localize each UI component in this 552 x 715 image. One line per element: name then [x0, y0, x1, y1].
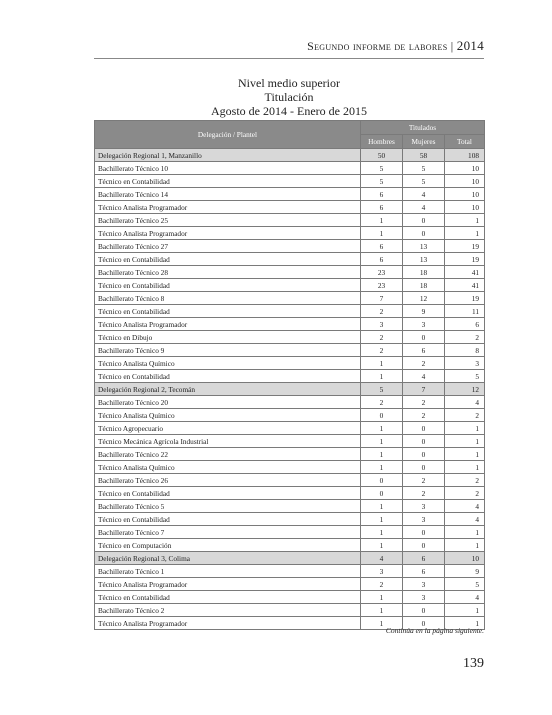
cell-hombres: 2 — [361, 331, 403, 344]
cell-total: 1 — [445, 214, 485, 227]
cell-hombres: 2 — [361, 396, 403, 409]
table-row — [95, 461, 485, 474]
cell-plantel: Técnico en Contabilidad — [95, 175, 361, 188]
cell-hombres: 23 — [361, 266, 403, 279]
cell-total: 2 — [445, 487, 485, 500]
header-titulados: Titulados — [361, 121, 485, 135]
table-row — [95, 227, 485, 240]
cell-mujeres: 2 — [403, 396, 445, 409]
cell-total: 41 — [445, 266, 485, 279]
cell-total: 10 — [445, 201, 485, 214]
cell-hombres: 2 — [361, 305, 403, 318]
continued-note: Continúa en la página siguiente. — [385, 626, 484, 635]
header-total: Total — [445, 135, 485, 149]
cell-mujeres: 4 — [403, 201, 445, 214]
cell-mujeres: 5 — [403, 162, 445, 175]
table-row — [95, 266, 485, 279]
cell-hombres: 2 — [361, 344, 403, 357]
cell-plantel: Técnico en Contabilidad — [95, 253, 361, 266]
cell-mujeres: 2 — [403, 409, 445, 422]
cell-mujeres: 0 — [403, 448, 445, 461]
table-row — [95, 409, 485, 422]
cell-total: 12 — [445, 383, 485, 396]
cell-mujeres: 58 — [403, 149, 445, 162]
cell-plantel: Bachillerato Técnico 14 — [95, 188, 361, 201]
table-row — [95, 435, 485, 448]
cell-plantel: Bachillerato Técnico 25 — [95, 214, 361, 227]
table-row — [95, 370, 485, 383]
cell-hombres: 6 — [361, 188, 403, 201]
table-row — [95, 305, 485, 318]
cell-hombres: 1 — [361, 435, 403, 448]
cell-total: 3 — [445, 357, 485, 370]
cell-hombres: 23 — [361, 279, 403, 292]
running-head — [307, 38, 484, 54]
table-titles — [94, 76, 484, 118]
cell-plantel: Técnico Analista Químico — [95, 461, 361, 474]
header-rule — [94, 58, 484, 59]
cell-total: 10 — [445, 552, 485, 565]
cell-hombres: 6 — [361, 201, 403, 214]
cell-mujeres: 9 — [403, 305, 445, 318]
cell-plantel: Técnico Analista Programador — [95, 617, 361, 630]
cell-hombres: 5 — [361, 175, 403, 188]
table-row — [95, 474, 485, 487]
cell-hombres: 0 — [361, 487, 403, 500]
cell-mujeres: 0 — [403, 331, 445, 344]
cell-plantel: Bachillerato Técnico 7 — [95, 526, 361, 539]
cell-hombres: 1 — [361, 422, 403, 435]
cell-mujeres: 5 — [403, 175, 445, 188]
cell-total: 108 — [445, 149, 485, 162]
cell-plantel: Técnico Analista Químico — [95, 409, 361, 422]
cell-mujeres: 12 — [403, 292, 445, 305]
cell-plantel: Bachillerato Técnico 9 — [95, 344, 361, 357]
cell-mujeres: 6 — [403, 552, 445, 565]
table-row-region — [95, 383, 485, 396]
cell-mujeres: 13 — [403, 240, 445, 253]
cell-plantel: Bachillerato Técnico 10 — [95, 162, 361, 175]
title-line-3: Agosto de 2014 - Enero de 2015 — [211, 104, 367, 118]
cell-hombres: 5 — [361, 162, 403, 175]
table-row — [95, 162, 485, 175]
table-row — [95, 578, 485, 591]
table-row — [95, 526, 485, 539]
cell-plantel: Técnico en Contabilidad — [95, 513, 361, 526]
cell-mujeres: 0 — [403, 422, 445, 435]
cell-plantel: Bachillerato Técnico 22 — [95, 448, 361, 461]
header-delegacion: Delegación / Plantel — [95, 121, 361, 149]
cell-total: 2 — [445, 474, 485, 487]
cell-total: 10 — [445, 188, 485, 201]
running-title: Segundo informe de labores — [307, 39, 448, 53]
cell-plantel: Delegación Regional 3, Colima — [95, 552, 361, 565]
cell-plantel: Técnico Analista Programador — [95, 318, 361, 331]
cell-mujeres: 2 — [403, 357, 445, 370]
cell-mujeres: 7 — [403, 383, 445, 396]
cell-hombres: 1 — [361, 591, 403, 604]
cell-total: 1 — [445, 435, 485, 448]
cell-total: 1 — [445, 422, 485, 435]
page-number: 139 — [463, 656, 484, 671]
table-row — [95, 175, 485, 188]
cell-plantel: Técnico Analista Programador — [95, 578, 361, 591]
table-row — [95, 396, 485, 409]
cell-hombres: 3 — [361, 565, 403, 578]
cell-mujeres: 18 — [403, 266, 445, 279]
cell-plantel: Técnico en Contabilidad — [95, 279, 361, 292]
cell-plantel: Bachillerato Técnico 27 — [95, 240, 361, 253]
cell-mujeres: 2 — [403, 474, 445, 487]
cell-total: 6 — [445, 318, 485, 331]
cell-total: 8 — [445, 344, 485, 357]
cell-mujeres: 0 — [403, 214, 445, 227]
cell-hombres: 1 — [361, 604, 403, 617]
table-row — [95, 253, 485, 266]
table-row — [95, 279, 485, 292]
table-row — [95, 344, 485, 357]
table-row — [95, 292, 485, 305]
table-row — [95, 422, 485, 435]
titulacion-table — [94, 120, 485, 630]
cell-hombres: 0 — [361, 409, 403, 422]
cell-hombres: 1 — [361, 539, 403, 552]
cell-total: 1 — [445, 526, 485, 539]
cell-total: 2 — [445, 331, 485, 344]
cell-plantel: Delegación Regional 1, Manzanillo — [95, 149, 361, 162]
cell-total: 4 — [445, 396, 485, 409]
table-row — [95, 448, 485, 461]
cell-mujeres: 0 — [403, 435, 445, 448]
cell-plantel: Técnico Analista Programador — [95, 227, 361, 240]
cell-plantel: Técnico en Contabilidad — [95, 591, 361, 604]
cell-total: 41 — [445, 279, 485, 292]
table-row — [95, 188, 485, 201]
cell-hombres: 3 — [361, 318, 403, 331]
cell-mujeres: 2 — [403, 487, 445, 500]
cell-total: 1 — [445, 617, 485, 630]
cell-plantel: Bachillerato Técnico 26 — [95, 474, 361, 487]
cell-total: 10 — [445, 175, 485, 188]
cell-mujeres: 0 — [403, 604, 445, 617]
title-line-2: Titulación — [264, 90, 314, 104]
cell-hombres: 1 — [361, 214, 403, 227]
cell-total: 2 — [445, 409, 485, 422]
running-year: 2014 — [456, 38, 484, 53]
table-row — [95, 201, 485, 214]
cell-plantel: Técnico Mecánica Agrícola Industrial — [95, 435, 361, 448]
cell-hombres: 6 — [361, 240, 403, 253]
cell-total: 4 — [445, 500, 485, 513]
cell-plantel: Bachillerato Técnico 1 — [95, 565, 361, 578]
table-row — [95, 539, 485, 552]
table-row — [95, 500, 485, 513]
cell-total: 19 — [445, 240, 485, 253]
table-row — [95, 240, 485, 253]
cell-total: 1 — [445, 448, 485, 461]
cell-hombres: 1 — [361, 448, 403, 461]
table-body — [95, 149, 485, 630]
cell-hombres: 1 — [361, 227, 403, 240]
cell-plantel: Bachillerato Técnico 2 — [95, 604, 361, 617]
cell-mujeres: 3 — [403, 578, 445, 591]
cell-plantel: Bachillerato Técnico 20 — [95, 396, 361, 409]
cell-hombres: 1 — [361, 370, 403, 383]
table-row — [95, 318, 485, 331]
table-row-region — [95, 552, 485, 565]
cell-plantel: Técnico en Dibujo — [95, 331, 361, 344]
cell-mujeres: 3 — [403, 591, 445, 604]
table-row — [95, 604, 485, 617]
title-line-1: Nivel medio superior — [238, 76, 340, 90]
cell-hombres: 6 — [361, 253, 403, 266]
cell-total: 19 — [445, 292, 485, 305]
table-header — [95, 121, 485, 149]
cell-hombres: 1 — [361, 526, 403, 539]
cell-hombres: 5 — [361, 383, 403, 396]
table-row — [95, 565, 485, 578]
cell-plantel: Técnico en Contabilidad — [95, 305, 361, 318]
cell-plantel: Bachillerato Técnico 5 — [95, 500, 361, 513]
table-row — [95, 357, 485, 370]
cell-total: 19 — [445, 253, 485, 266]
table-row — [95, 513, 485, 526]
cell-mujeres: 3 — [403, 500, 445, 513]
cell-plantel: Técnico en Contabilidad — [95, 487, 361, 500]
cell-mujeres: 18 — [403, 279, 445, 292]
cell-hombres: 4 — [361, 552, 403, 565]
cell-hombres: 1 — [361, 500, 403, 513]
cell-plantel: Técnico Agropecuario — [95, 422, 361, 435]
cell-hombres: 7 — [361, 292, 403, 305]
cell-total: 5 — [445, 578, 485, 591]
cell-total: 1 — [445, 604, 485, 617]
cell-plantel: Técnico Analista Programador — [95, 201, 361, 214]
cell-mujeres: 0 — [403, 539, 445, 552]
cell-total: 4 — [445, 513, 485, 526]
cell-plantel: Bachillerato Técnico 8 — [95, 292, 361, 305]
header-mujeres: Mujeres — [403, 135, 445, 149]
header-hombres: Hombres — [361, 135, 403, 149]
cell-total: 11 — [445, 305, 485, 318]
cell-hombres: 1 — [361, 513, 403, 526]
cell-total: 9 — [445, 565, 485, 578]
table-row — [95, 214, 485, 227]
cell-mujeres: 13 — [403, 253, 445, 266]
running-separator: | — [450, 39, 454, 53]
cell-total: 5 — [445, 370, 485, 383]
cell-mujeres: 6 — [403, 565, 445, 578]
cell-plantel: Técnico Analista Químico — [95, 357, 361, 370]
cell-mujeres: 6 — [403, 344, 445, 357]
cell-mujeres: 3 — [403, 513, 445, 526]
cell-plantel: Técnico en Computación — [95, 539, 361, 552]
cell-hombres: 2 — [361, 578, 403, 591]
cell-total: 1 — [445, 227, 485, 240]
table-row — [95, 591, 485, 604]
cell-plantel: Técnico en Contabilidad — [95, 370, 361, 383]
table-row-region — [95, 149, 485, 162]
table-row — [95, 331, 485, 344]
table-row — [95, 487, 485, 500]
cell-mujeres: 3 — [403, 318, 445, 331]
cell-mujeres: 0 — [403, 617, 445, 630]
cell-total: 4 — [445, 591, 485, 604]
cell-hombres: 1 — [361, 617, 403, 630]
cell-plantel: Bachillerato Técnico 28 — [95, 266, 361, 279]
cell-hombres: 50 — [361, 149, 403, 162]
cell-hombres: 1 — [361, 461, 403, 474]
cell-plantel: Delegación Regional 2, Tecomán — [95, 383, 361, 396]
cell-total: 10 — [445, 162, 485, 175]
cell-mujeres: 4 — [403, 188, 445, 201]
cell-mujeres: 0 — [403, 227, 445, 240]
cell-total: 1 — [445, 461, 485, 474]
cell-mujeres: 4 — [403, 370, 445, 383]
cell-total: 1 — [445, 539, 485, 552]
cell-hombres: 1 — [361, 357, 403, 370]
cell-mujeres: 0 — [403, 526, 445, 539]
cell-hombres: 0 — [361, 474, 403, 487]
cell-mujeres: 0 — [403, 461, 445, 474]
